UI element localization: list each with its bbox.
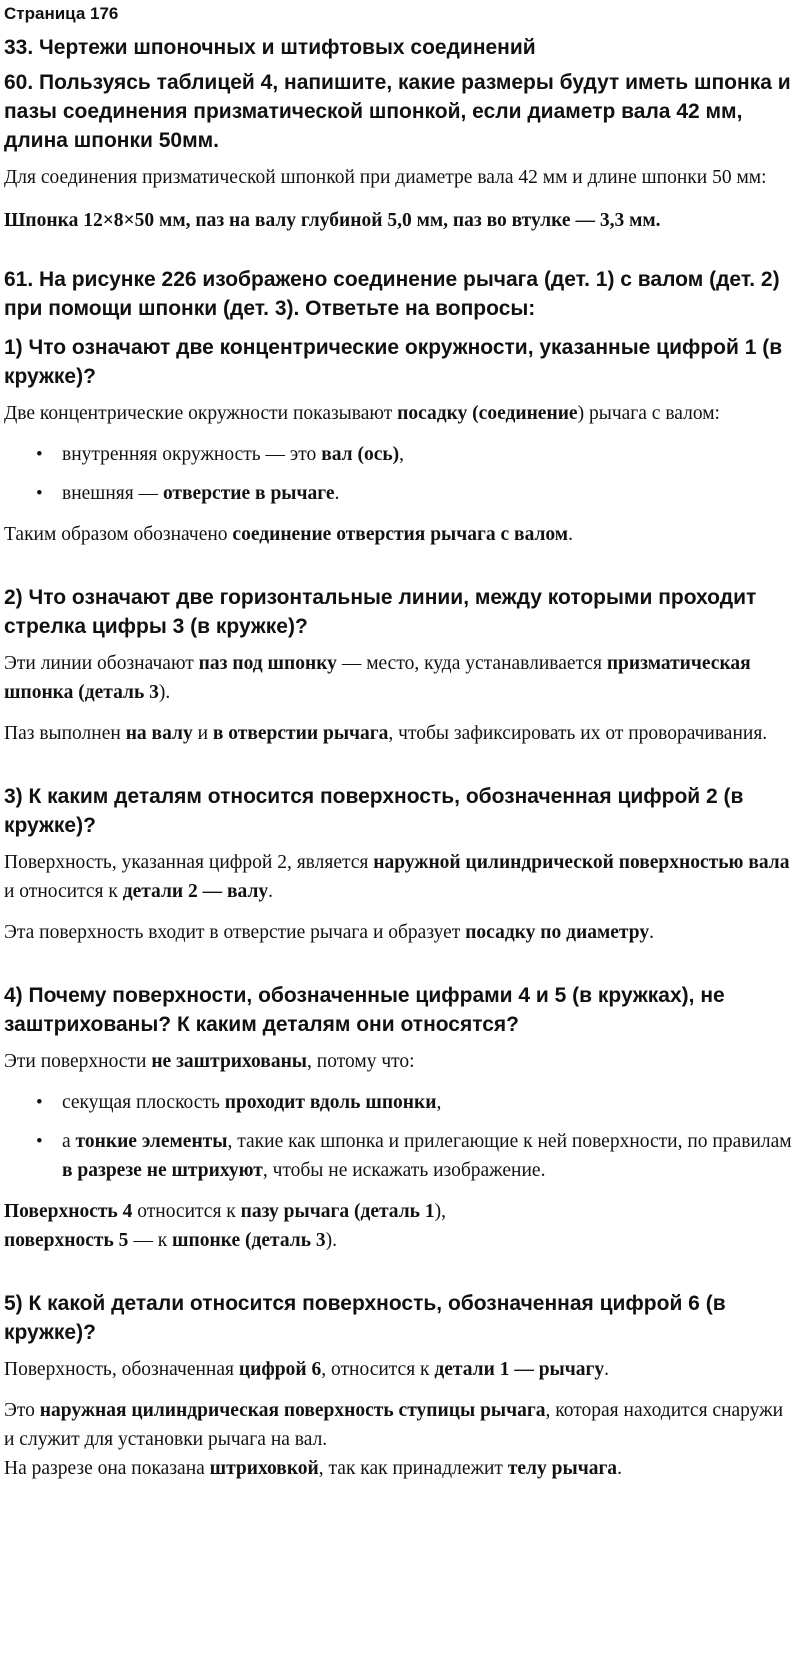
answer-1-paragraph-1: Две концентрические окружности показывают посадку (соединение) рычага с валом: (4, 403, 720, 424)
task-61-title: 61. На рисунке 226 изображено соединение рычага (дет. 1) с валом (дет. 2) при помощи шпонки (дет. 3). Ответьте на вопросы: (4, 268, 780, 320)
bullet-icon: • (36, 483, 43, 504)
answer-5-paragraph-2: Это наружная цилиндрическая поверхность ступицы рычага, которая находится снаружи и служит для установки рычага на вал. На разрезе она показана штриховкой, так как принадлежит телу рычага. (4, 1400, 784, 1479)
task-60-answer (4, 206, 796, 235)
question-5: 5) К какой детали относится поверхность, обозначенная цифрой 6 (в кружке)? (4, 1292, 726, 1344)
answer-4-paragraph-2: Поверхность 4 относится к пазу рычага (деталь 1), поверхность 5 — к шпонке (деталь 3). (4, 1201, 446, 1251)
answer-1-bullet-list (4, 440, 796, 508)
bullet-icon: • (36, 444, 43, 465)
list-item: • секущая плоскость проходит вдоль шпонки, (4, 1088, 796, 1117)
list-item: • а тонкие элементы, такие как шпонка и прилегающие к ней поверхности, по правилам в разрезе не штрихуют, чтобы не искажать изображение. (4, 1127, 796, 1185)
task-60-title: 60. Пользуясь таблицей 4, напишите, какие размеры будут иметь шпонка и пазы соединения призматической шпонкой, если диаметр вала 42 мм, длина шпонки 50мм. (4, 71, 791, 152)
answer-3-paragraph-2: Эта поверхность входит в отверстие рычага и образует посадку по диаметру. (4, 922, 654, 943)
answer-2-paragraph-1: Эти линии обозначают паз под шпонку — место, куда устанавливается призматическая шпонка (деталь 3). (4, 653, 751, 703)
list-item: • внутренняя окружность — это вал (ось), (4, 440, 796, 469)
question-4: 4) Почему поверхности, обозначенные цифрами 4 и 5 (в кружках), не заштрихованы? К каким деталям они относятся? (4, 984, 725, 1036)
task-60-answer-text: Шпонка 12×8×50 мм, паз на валу глубиной 5,0 мм, паз во втулке — 3,3 мм. (4, 210, 661, 231)
page-number-label: Страница 176 (4, 4, 119, 23)
answer-3-paragraph-1: Поверхность, указанная цифрой 2, является наружной цилиндрической поверхностью вала и относится к детали 2 — валу. (4, 852, 790, 902)
question-1: 1) Что означают две концентрические окружности, указанные цифрой 1 (в кружке)? (4, 336, 783, 388)
task-60-paragraph: Для соединения призматической шпонкой при диаметре вала 42 мм и длине шпонки 50 мм: (4, 167, 767, 188)
bullet-icon: • (36, 1092, 43, 1113)
answer-4-paragraph-1: Эти поверхности не заштрихованы, потому что: (4, 1051, 415, 1072)
answer-2-paragraph-2: Паз выполнен на валу и в отверстии рычага, чтобы зафиксировать их от проворачивания. (4, 723, 768, 744)
answer-1-paragraph-2: Таким образом обозначено соединение отверстия рычага с валом. (4, 524, 573, 545)
list-item: • внешняя — отверстие в рычаге. (4, 479, 796, 508)
bullet-icon: • (36, 1131, 43, 1152)
answer-5-paragraph-1: Поверхность, обозначенная цифрой 6, относится к детали 1 — рычагу. (4, 1359, 610, 1380)
answer-4-bullet-list (4, 1088, 796, 1185)
section-title: 33. Чертежи шпоночных и штифтовых соединений (4, 36, 536, 59)
question-3: 3) К каким деталям относится поверхность, обозначенная цифрой 2 (в кружке)? (4, 785, 744, 837)
question-2: 2) Что означают две горизонтальные линии, между которыми проходит стрелка цифры 3 (в кружке)? (4, 586, 757, 638)
